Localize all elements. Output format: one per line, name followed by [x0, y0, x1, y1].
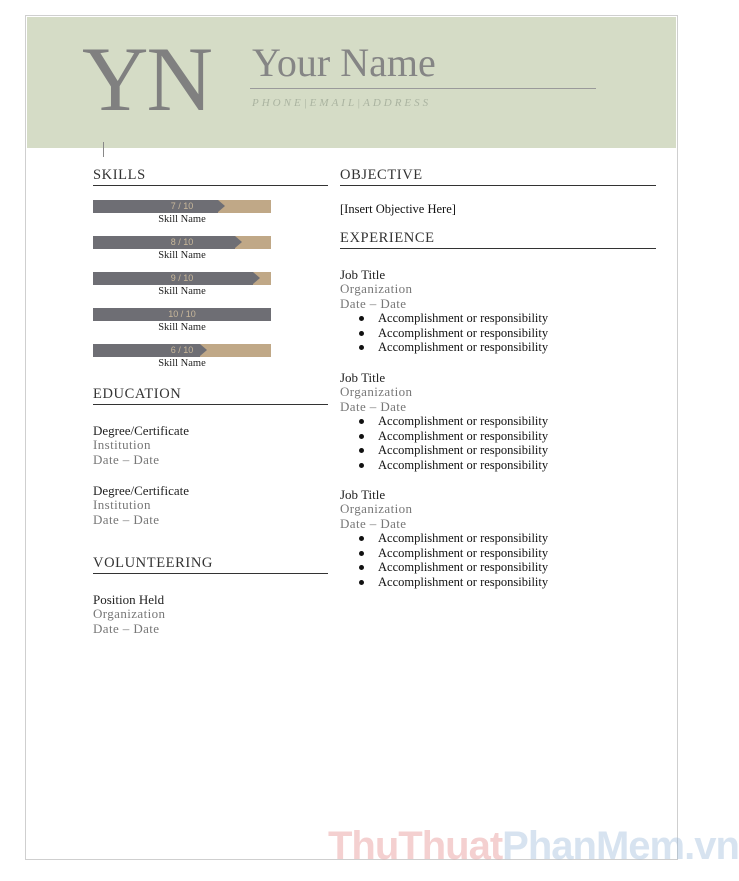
job-title: Job Title [340, 370, 386, 385]
skill-name: Skill Name [158, 286, 206, 297]
education-divider [93, 404, 328, 405]
skill-rating: 9 / 10 [170, 273, 194, 283]
skill-bar [93, 344, 271, 357]
bullet-item: Accomplishment or responsibility [378, 574, 549, 589]
skill-name: Skill Name [158, 322, 206, 333]
name-divider [250, 88, 596, 89]
job-title: Job Title [340, 267, 386, 282]
degree: Degree/Certificate [93, 483, 189, 498]
bullet-item: Accomplishment or responsibility [378, 311, 549, 325]
skill-item[interactable] [93, 236, 271, 261]
skill-rating: 6 / 10 [170, 345, 194, 355]
skill-rating: 8 / 10 [170, 237, 194, 247]
organization: Organization [93, 606, 166, 621]
experience-entry[interactable] [340, 267, 548, 355]
resume-page [25, 15, 678, 860]
bullet-item: Accomplishment or responsibility [378, 560, 549, 575]
education-entry[interactable] [93, 483, 189, 527]
bullet-item: Accomplishment or responsibility [378, 443, 549, 458]
bullet-list [340, 414, 548, 472]
experience-divider [340, 248, 656, 249]
skill-name: Skill Name [158, 358, 206, 369]
volunteering-entry[interactable] [93, 592, 165, 636]
bullet-item: Accomplishment or responsibility [378, 325, 549, 340]
objective-title[interactable]: OBJECTIVE [340, 167, 423, 183]
skill-item[interactable] [93, 308, 271, 333]
contact-line[interactable]: PHONE|EMAIL|ADDRESS [252, 97, 432, 109]
bullet-item: Accomplishment or responsibility [378, 531, 549, 545]
dates: Date – Date [340, 295, 407, 311]
dates: Date – Date [93, 451, 160, 467]
name-heading[interactable]: Your Name [252, 40, 436, 85]
position: Position Held [93, 592, 165, 607]
bullet-item: Accomplishment or responsibility [378, 428, 549, 443]
dates: Date – Date [340, 515, 407, 531]
experience-entry[interactable] [340, 487, 548, 589]
degree: Degree/Certificate [93, 423, 189, 438]
skill-item[interactable] [93, 344, 271, 369]
bullet-item: Accomplishment or responsibility [378, 545, 549, 560]
dates: Date – Date [93, 620, 160, 636]
skill-rating: 7 / 10 [170, 201, 194, 211]
organization: Organization [340, 281, 413, 296]
organization: Organization [340, 384, 413, 399]
experience-entry[interactable] [340, 370, 548, 472]
objective-divider [340, 185, 656, 186]
bullet-list [340, 311, 548, 355]
monogram[interactable]: YN [82, 28, 211, 130]
dates: Date – Date [340, 398, 407, 414]
skills-title[interactable]: SKILLS [93, 167, 146, 183]
bullet-list [340, 531, 548, 589]
dates: Date – Date [93, 511, 160, 527]
institution: Institution [93, 497, 151, 512]
skill-item[interactable] [93, 272, 271, 297]
watermark: ThuThuatPhanMem.vn [328, 824, 739, 868]
bullet-item: Accomplishment or responsibility [378, 340, 549, 355]
skill-bar [93, 200, 271, 213]
header-banner [27, 17, 676, 148]
job-title: Job Title [340, 487, 386, 502]
education-title[interactable]: EDUCATION [93, 386, 182, 402]
skill-name: Skill Name [158, 214, 206, 225]
education-entry[interactable] [93, 423, 189, 467]
skill-bar [93, 272, 271, 285]
bullet-item: Accomplishment or responsibility [378, 457, 549, 472]
text-cursor [103, 142, 104, 157]
organization: Organization [340, 501, 413, 516]
skill-item[interactable] [93, 200, 271, 225]
skill-rating: 10 / 10 [168, 309, 196, 319]
objective-text[interactable]: [Insert Objective Here] [340, 202, 456, 216]
skill-name: Skill Name [158, 250, 206, 261]
skill-bar [93, 308, 271, 321]
bullet-item: Accomplishment or responsibility [378, 414, 549, 428]
volunteering-title[interactable]: VOLUNTEERING [93, 555, 213, 571]
institution: Institution [93, 437, 151, 452]
volunteering-divider [93, 573, 328, 574]
skills-divider [93, 185, 328, 186]
experience-title[interactable]: EXPERIENCE [340, 230, 435, 246]
skill-bar [93, 236, 271, 249]
